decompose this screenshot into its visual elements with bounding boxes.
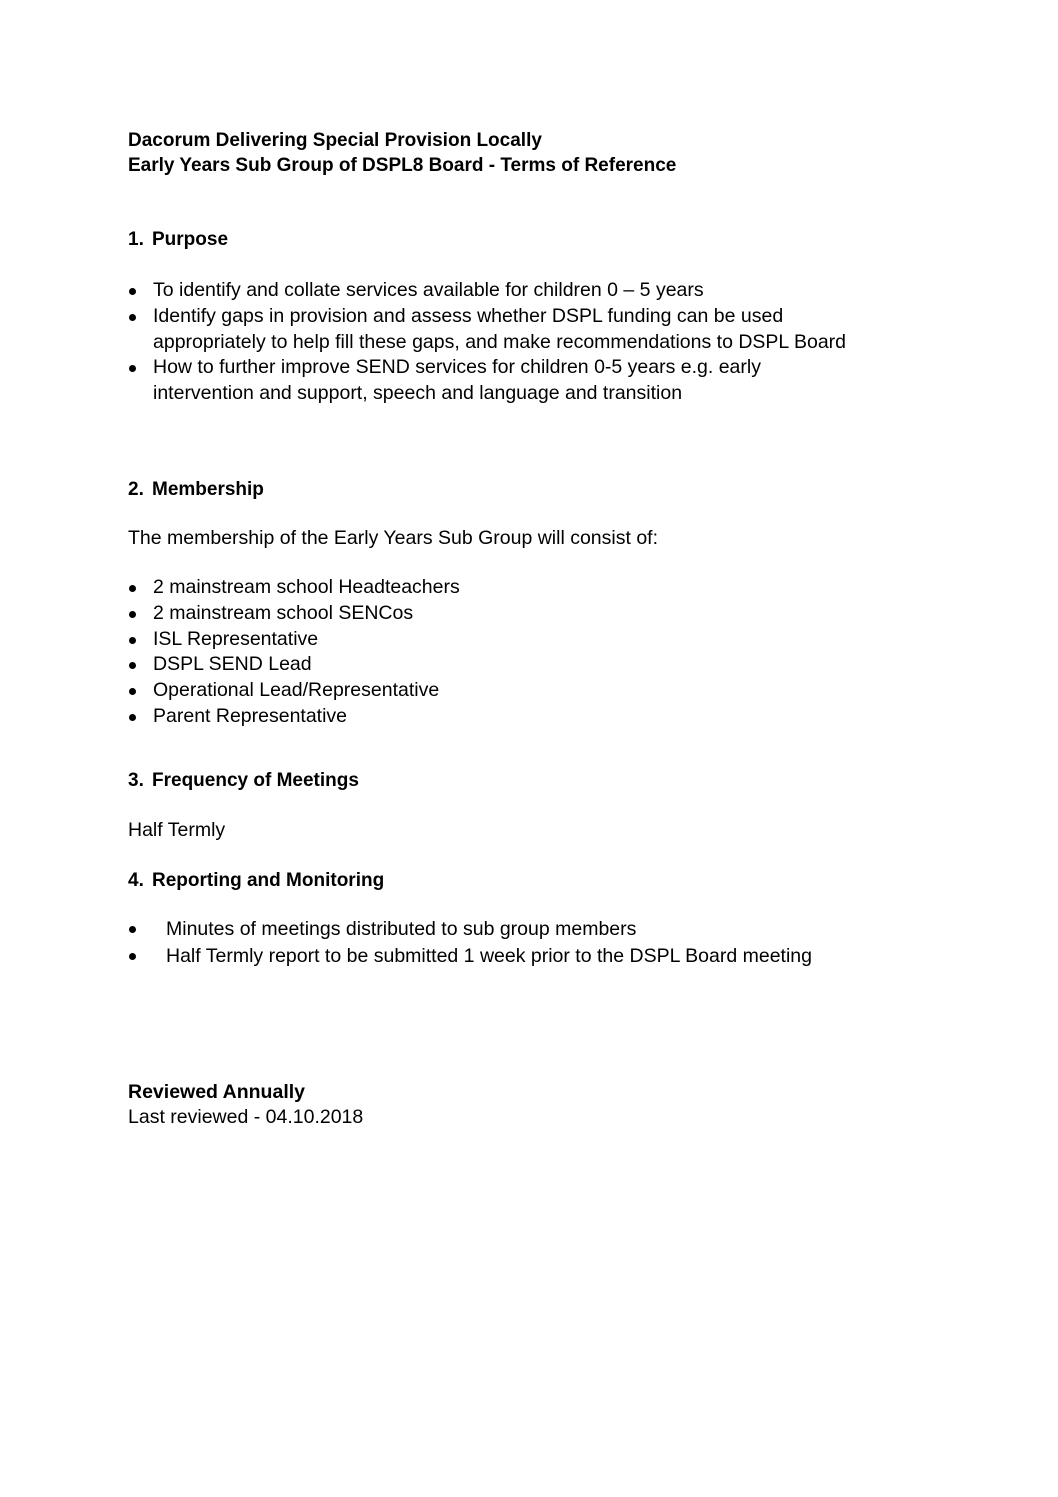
frequency-text: Half Termly [128,819,226,841]
bullet-icon [129,288,136,295]
list-item [128,575,460,601]
list-item-text: ISL Representative [153,627,319,650]
section-number: 3. [128,770,144,791]
list-item-text-continued: appropriately to help fill these gaps, and make recommendations to DSPL Board [153,330,847,353]
bullet-icon [129,585,136,592]
list-item [128,916,812,943]
last-reviewed-date: Last reviewed - 04.10.2018 [128,1106,364,1128]
list-item-text: Operational Lead/Representative [153,679,440,702]
section-number: 2. [128,479,144,500]
list-item-text: Minutes of meetings distributed to sub group members [166,918,637,940]
document-title [128,128,676,178]
review-block [128,1080,363,1130]
list-item-text: 2 mainstream school Headteachers [153,576,460,598]
section-title: Reporting and Monitoring [152,870,385,891]
section-heading-membership [128,478,264,502]
list-item [128,278,846,304]
reporting-list [128,916,812,969]
list-item [128,678,460,704]
bullet-icon [129,611,136,618]
section-number: 1. [128,229,144,250]
list-item [128,355,846,407]
section-title: Membership [152,479,264,500]
list-item [128,304,846,356]
bullet-icon [129,714,136,721]
purpose-list [128,278,846,407]
bullet-icon [129,365,136,372]
list-item [128,627,460,653]
list-item [128,704,460,730]
bullet-icon [129,662,136,669]
section-heading-reporting [128,869,384,893]
section-title: Purpose [152,229,229,250]
list-item [128,652,460,678]
list-item-text: 2 mainstream school SENCos [153,601,414,624]
membership-list [128,575,460,730]
list-item-text: Parent Representative [153,704,348,727]
membership-intro: The membership of the Early Years Sub Group will consist of: [128,527,659,549]
list-item-text: Identify gaps in provision and assess whether DSPL funding can be used [153,304,784,327]
bullet-icon [129,688,136,695]
list-item-text: Half Termly report to be submitted 1 week prior to the DSPL Board meeting [166,944,812,967]
title-line-1: Dacorum Delivering Special Provision Locally [128,130,542,151]
section-number: 4. [128,870,144,891]
section-heading-purpose [128,228,228,252]
section-heading-frequency [128,769,359,793]
list-item-text-continued: intervention and support, speech and language and transition [153,382,683,405]
review-heading: Reviewed Annually [128,1081,305,1103]
list-item-text: How to further improve SEND services for children 0-5 years e.g. early [153,356,761,379]
list-item [128,601,460,627]
bullet-icon [129,926,136,933]
list-item-text: To identify and collate services available for children 0 – 5 years [153,279,704,301]
bullet-icon [129,953,136,960]
bullet-icon [129,637,136,644]
list-item-text: DSPL SEND Lead [153,653,312,676]
bullet-icon [129,314,136,321]
section-title: Frequency of Meetings [152,770,359,791]
title-line-2: Early Years Sub Group of DSPL8 Board - Terms of Reference [128,155,677,176]
list-item [128,943,812,970]
